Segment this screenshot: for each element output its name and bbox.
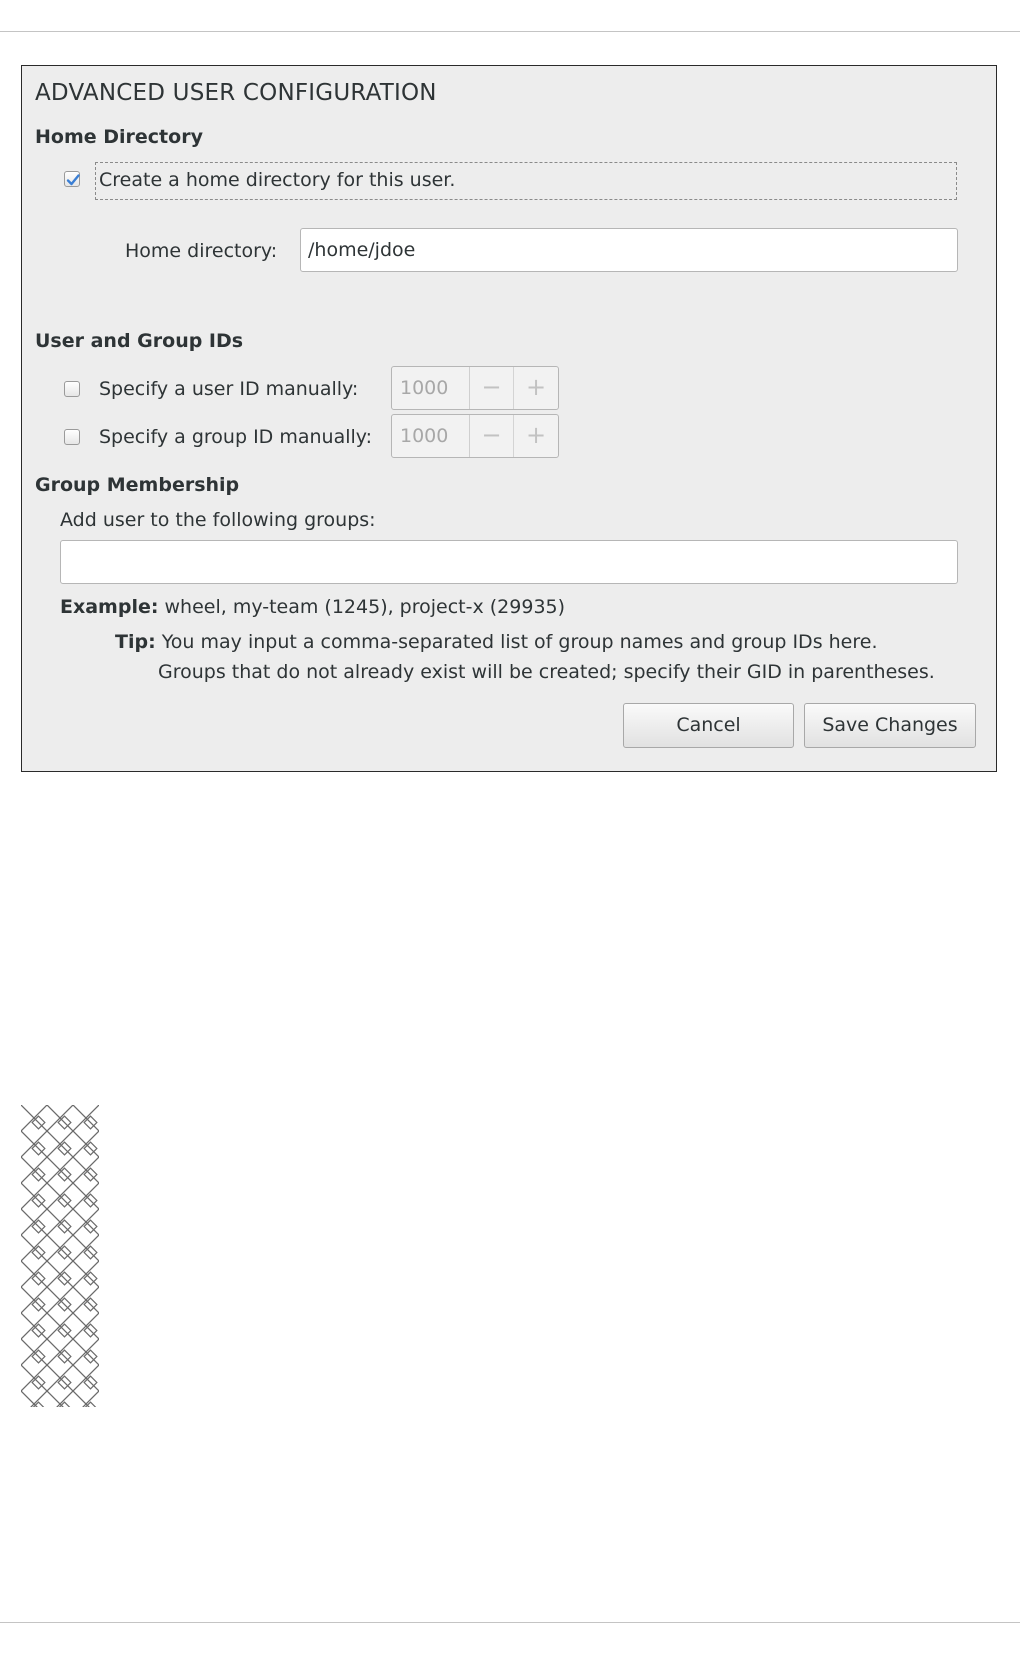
user-id-spinner[interactable] [391,366,559,410]
diamond-pattern-icon [21,1105,99,1407]
group-id-label[interactable]: Specify a group ID manually: [99,426,373,448]
user-group-ids-heading: User and Group IDs [35,330,244,352]
user-id-decrement-button[interactable]: − [470,367,514,409]
tip-line-1 [115,631,877,653]
user-id-checkbox[interactable] [64,381,80,397]
tip-label: Tip: [115,631,156,653]
example-text: wheel, my-team (1245), project-x (29935) [164,596,566,618]
groups-input[interactable] [60,540,958,584]
bottom-divider [0,1622,1020,1623]
home-directory-heading: Home Directory [35,126,203,148]
check-icon [65,172,81,188]
group-id-spinner[interactable] [391,414,559,458]
save-changes-button[interactable]: Save Changes [804,703,976,748]
cancel-button[interactable]: Cancel [623,703,794,748]
group-id-value[interactable]: 1000 [392,415,470,457]
user-id-increment-button[interactable]: + [525,373,547,401]
add-groups-label: Add user to the following groups: [60,509,376,531]
group-id-decrement-button[interactable]: − [470,415,514,457]
advanced-user-configuration-dialog [21,65,997,772]
tip-text-line-2: Groups that do not already exist will be created; specify their GID in parentheses. [158,661,935,683]
tip-text-line-1: You may input a comma-separated list of group names and group IDs here. [161,631,878,653]
user-id-value[interactable]: 1000 [392,367,470,409]
create-home-checkbox[interactable] [64,171,80,187]
create-home-label[interactable]: Create a home directory for this user. [99,169,456,191]
group-membership-heading: Group Membership [35,474,240,496]
dialog-title: ADVANCED USER CONFIGURATION [35,80,437,106]
group-id-checkbox[interactable] [64,429,80,445]
top-divider [0,31,1020,32]
user-id-label[interactable]: Specify a user ID manually: [99,378,359,400]
home-directory-input[interactable] [300,228,958,272]
home-directory-label: Home directory: [125,240,278,262]
group-id-increment-button[interactable]: + [525,421,547,449]
groups-example [60,596,565,618]
example-label: Example: [60,596,159,618]
